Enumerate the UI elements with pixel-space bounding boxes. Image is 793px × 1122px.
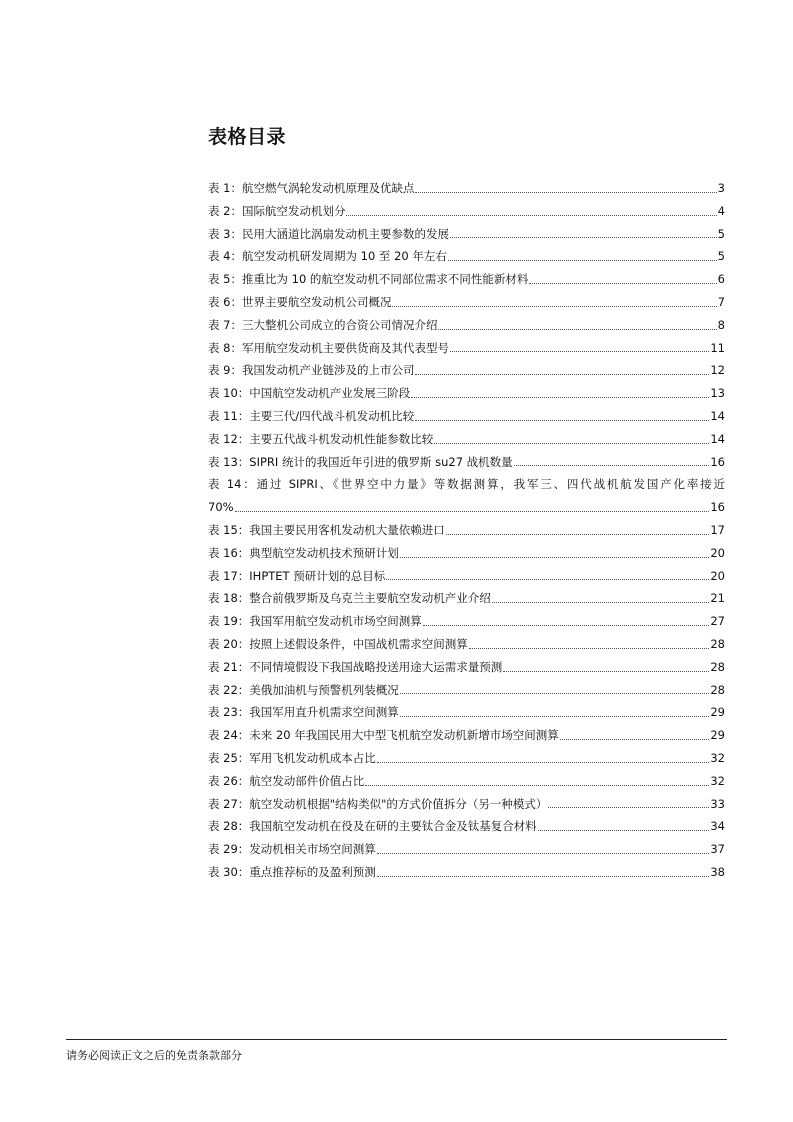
toc-entry-label: 表 7：三大整机公司成立的合资公司情况介绍 xyxy=(208,317,438,332)
page-title: 表格目录 xyxy=(208,126,287,148)
toc-entry[interactable] xyxy=(208,245,725,268)
toc-entry-page: 11 xyxy=(710,340,725,355)
toc-entry-label: 表 28：我国航空发动机在役及在研的主要钛合金及钛基复合材料 xyxy=(208,819,537,834)
toc-entry[interactable] xyxy=(208,679,725,702)
dot-leader xyxy=(400,557,710,558)
toc-entry-page: 13 xyxy=(710,386,725,401)
toc-entry-label: 表 1：航空燃气涡轮发动机原理及优缺点 xyxy=(208,181,415,195)
dot-leader xyxy=(448,260,717,261)
toc-entry-label: 表 24：未来 20 年我国民用大中型飞机航空发动机新增市场空间测算 xyxy=(208,728,559,743)
dot-leader xyxy=(377,853,710,854)
dot-leader xyxy=(386,579,709,580)
toc-entry-page: 3 xyxy=(717,181,725,195)
toc-entry[interactable] xyxy=(208,177,725,200)
dot-leader xyxy=(529,283,716,284)
dot-leader xyxy=(469,648,710,649)
toc-entry-label-continued: 70% xyxy=(208,500,234,515)
dot-leader xyxy=(392,306,716,307)
dot-leader xyxy=(503,671,709,672)
toc-entry-page: 16 xyxy=(710,500,725,515)
toc-entry-page: 28 xyxy=(710,659,725,674)
toc-entry-label: 表 22：美俄加油机与预警机列装概况 xyxy=(208,682,399,697)
toc-entry-label: 表 16：典型航空发动机技术预研计划 xyxy=(208,545,399,560)
toc-entry-page: 29 xyxy=(710,728,725,743)
toc-entry-label: 表 21：不同情境假设下我国战略投送用途大运需求量预测 xyxy=(208,659,503,674)
toc-entry-page: 29 xyxy=(710,705,725,720)
dot-leader xyxy=(346,215,716,216)
toc-entry-page: 17 xyxy=(710,522,725,537)
toc-entry-page: 16 xyxy=(710,454,725,469)
toc-entry-label: 表 12：主要五代战斗机发动机性能参数比较 xyxy=(208,431,434,446)
dot-leader xyxy=(548,807,709,808)
toc-entry[interactable] xyxy=(208,473,725,519)
dot-leader xyxy=(450,351,709,352)
dot-leader xyxy=(492,602,710,603)
toc-entry[interactable] xyxy=(208,701,725,724)
toc-entry-label: 表 17：IHPTET 预研计划的总目标 xyxy=(208,568,386,583)
toc-entry[interactable] xyxy=(208,291,725,314)
dot-leader xyxy=(377,762,710,763)
dot-leader xyxy=(235,511,710,512)
toc-entry-page: 20 xyxy=(710,545,725,560)
toc-entry-page: 38 xyxy=(710,864,725,879)
toc-entry[interactable] xyxy=(208,359,725,382)
toc-entry-label: 表 10：中国航空发动机产业发展三阶段 xyxy=(208,386,411,401)
dot-leader xyxy=(450,237,717,238)
dot-leader xyxy=(400,693,710,694)
dot-leader xyxy=(538,830,710,831)
toc-entry-page: 7 xyxy=(717,294,725,309)
dot-leader xyxy=(415,192,716,193)
toc-entry-label: 表 15：我国主要民用客机发动机大量依赖进口 xyxy=(208,522,445,537)
toc-entry[interactable] xyxy=(208,382,725,405)
dot-leader xyxy=(560,739,710,740)
toc-entry-page: 37 xyxy=(710,842,725,857)
toc-entry-label: 表 20：按照上述假设条件，中国战机需求空间测算 xyxy=(208,636,468,651)
toc-entry[interactable] xyxy=(208,428,725,451)
toc-entry-page: 20 xyxy=(710,568,725,583)
toc-entry-page: 12 xyxy=(710,363,725,378)
toc-entry-page: 5 xyxy=(717,249,725,264)
toc-entry[interactable] xyxy=(208,587,725,610)
dot-leader xyxy=(415,420,709,421)
toc-entry-page: 6 xyxy=(717,272,725,287)
dot-leader xyxy=(415,374,709,375)
toc-entry-page: 14 xyxy=(710,408,725,423)
dot-leader xyxy=(438,329,716,330)
toc-entry[interactable] xyxy=(208,793,725,816)
toc-entry-label: 表 4：航空发动机研发周期为 10 至 20 年左右 xyxy=(208,249,447,264)
toc-entry[interactable] xyxy=(208,200,725,223)
toc-entry-label: 表 3：民用大涵道比涡扇发动机主要参数的发展 xyxy=(208,226,449,241)
toc-entry-label: 表 30：重点推荐标的及盈利预测 xyxy=(208,864,376,879)
toc-entry-label: 表 11：主要三代/四代战斗机发动机比较 xyxy=(208,408,415,423)
toc-entry-page: 32 xyxy=(710,773,725,788)
toc-entry-page: 32 xyxy=(710,750,725,765)
toc-entry-label: 表 27：航空发动机根据"结构类似"的方式价值拆分（另一种模式） xyxy=(208,796,548,811)
dot-leader xyxy=(423,625,710,626)
toc-entry[interactable] xyxy=(208,633,725,656)
toc-entry-label: 表 14：通过 SIPRI、《世界空中力量》等数据测算，我军三、四代战机航发国产化率接近 xyxy=(208,477,725,492)
footer-divider xyxy=(66,1039,727,1040)
toc-entry[interactable] xyxy=(208,838,725,861)
toc-entry-page: 8 xyxy=(717,317,725,332)
dot-leader xyxy=(377,876,710,877)
toc-entry[interactable] xyxy=(208,223,725,246)
toc-entry-label: 表 18：整合前俄罗斯及乌克兰主要航空发动机产业介绍 xyxy=(208,591,491,606)
toc-entry-label: 表 6：世界主要航空发动机公司概况 xyxy=(208,294,392,309)
toc-entry[interactable] xyxy=(208,542,725,565)
toc-entry[interactable] xyxy=(208,747,725,770)
dot-leader xyxy=(365,785,709,786)
toc-entry-label: 表 13：SIPRI 统计的我国近年引进的俄罗斯 su27 战机数量 xyxy=(208,454,513,469)
footer-disclaimer: 请务必阅读正文之后的免责条款部分 xyxy=(66,1049,242,1062)
toc-entry-label: 表 19：我国军用航空发动机市场空间测算 xyxy=(208,614,422,629)
toc-entry-label: 表 26：航空发动部件价值占比 xyxy=(208,773,365,788)
table-of-contents xyxy=(208,177,725,884)
toc-entry-label: 表 29：发动机相关市场空间测算 xyxy=(208,842,376,857)
toc-entry[interactable] xyxy=(208,656,725,679)
toc-entry-label: 表 2：国际航空发动机划分 xyxy=(208,203,346,218)
toc-entry[interactable] xyxy=(208,337,725,360)
toc-entry-page: 4 xyxy=(717,203,725,218)
toc-entry[interactable] xyxy=(208,451,725,474)
toc-entry-label: 表 9：我国发动机产业链涉及的上市公司 xyxy=(208,363,415,378)
toc-entry-label: 表 8：军用航空发动机主要供货商及其代表型号 xyxy=(208,340,449,355)
toc-entry[interactable] xyxy=(208,519,725,542)
toc-entry[interactable] xyxy=(208,610,725,633)
toc-entry-page: 5 xyxy=(717,226,725,241)
dot-leader xyxy=(411,397,709,398)
toc-entry[interactable] xyxy=(208,724,725,747)
toc-entry-label: 表 23：我国军用直升机需求空间测算 xyxy=(208,705,399,720)
toc-entry[interactable] xyxy=(208,314,725,337)
toc-entry-page: 21 xyxy=(710,591,725,606)
toc-entry-label: 表 5：推重比为 10 的航空发动机不同部位需求不同性能新材料 xyxy=(208,272,529,287)
toc-entry[interactable] xyxy=(208,861,725,884)
toc-entry[interactable] xyxy=(208,565,725,588)
toc-entry-page: 27 xyxy=(710,614,725,629)
dot-leader xyxy=(446,534,710,535)
toc-entry-page: 28 xyxy=(710,636,725,651)
dot-leader xyxy=(400,716,710,717)
toc-entry-page: 14 xyxy=(710,431,725,446)
toc-entry[interactable] xyxy=(208,770,725,793)
toc-entry[interactable] xyxy=(208,815,725,838)
toc-entry-page: 34 xyxy=(710,819,725,834)
dot-leader xyxy=(434,443,709,444)
dot-leader xyxy=(514,465,710,466)
toc-entry-page: 33 xyxy=(710,796,725,811)
toc-entry-page: 28 xyxy=(710,682,725,697)
toc-entry[interactable] xyxy=(208,405,725,428)
toc-entry-label: 表 25：军用飞机发动机成本占比 xyxy=(208,750,376,765)
toc-entry[interactable] xyxy=(208,268,725,291)
